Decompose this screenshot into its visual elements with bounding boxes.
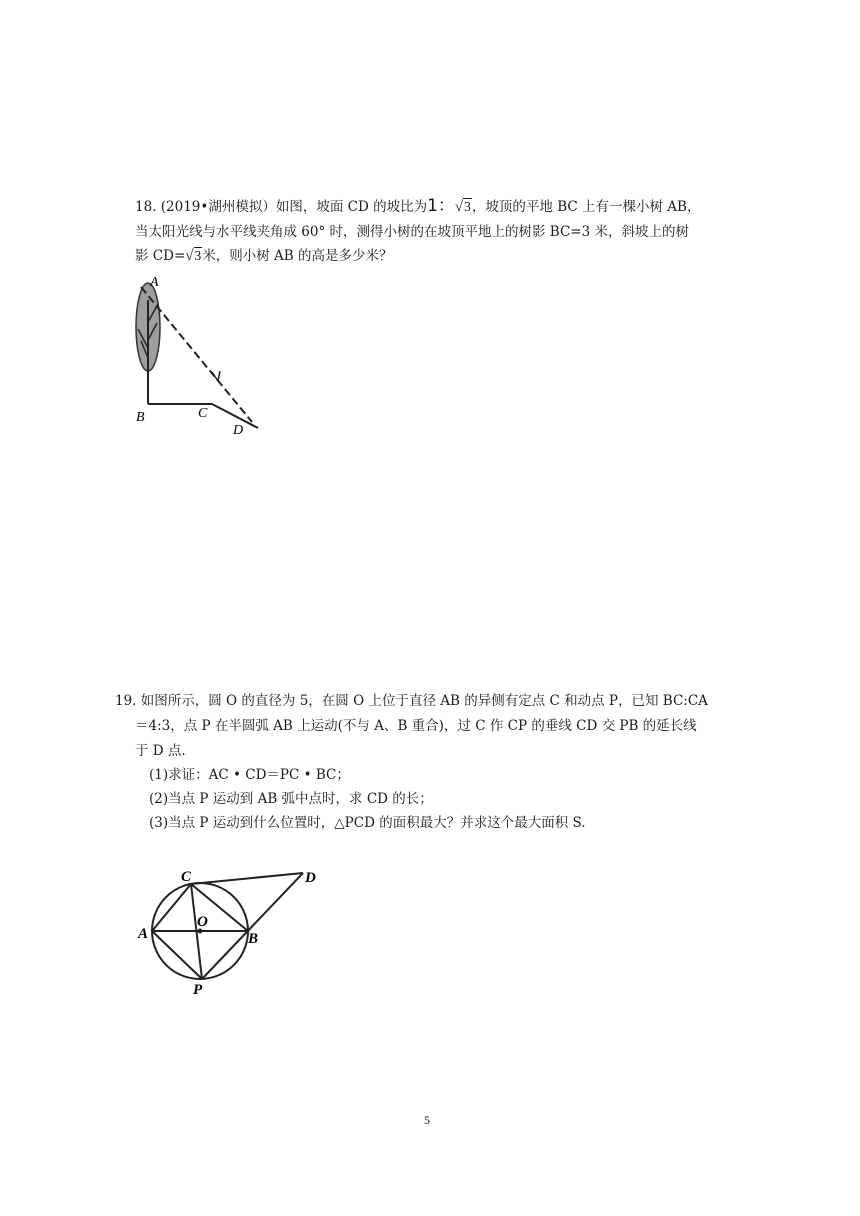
q19-part-2: (2)当点 P 运动到 AB 弧中点时，求 CD 的长； bbox=[149, 791, 433, 807]
q19-label-a: A bbox=[138, 926, 149, 942]
q19-label-d: D bbox=[305, 870, 316, 886]
q18-sqrt-arg-2: 3 bbox=[194, 248, 202, 263]
q18-ratio-one: 1： bbox=[427, 196, 455, 216]
q18-label-a: A bbox=[150, 275, 159, 290]
q19-part-1: (1)求证：AC • CD＝PC • BC； bbox=[149, 767, 350, 783]
q18-label-b: B bbox=[136, 410, 145, 425]
q18-sqrt-2: √3 bbox=[185, 248, 202, 264]
q19-label-c: C bbox=[181, 869, 192, 885]
q18-sqrt: √3 bbox=[454, 199, 471, 215]
q18-line-2: 当太阳光线与水平线夹角成 60° 时，测得小树的在坡顶平地上的树影 BC=3 米，斜坡上的树 bbox=[135, 224, 689, 240]
q18-text-c: 影 CD= bbox=[135, 248, 186, 264]
q18-text-d: 米，则小树 AB 的高是多少米？ bbox=[202, 248, 393, 264]
q19-label-o: O bbox=[197, 914, 208, 930]
q18-text-a: 18. (2019•湖州模拟）如图，坡面 CD 的坡比为 bbox=[135, 199, 428, 215]
q18-label-c: C bbox=[198, 406, 208, 421]
q18-label-d: D bbox=[233, 423, 244, 438]
q19-line-3: 于 D 点. bbox=[135, 743, 186, 759]
q19-label-p: P bbox=[193, 982, 203, 998]
q19-label-b: B bbox=[248, 931, 259, 947]
segment-pd bbox=[202, 873, 303, 979]
q18-text-b: ，坡顶的平地 BC 上有一棵小树 AB， bbox=[471, 199, 701, 215]
q19-line-1: 19. 如图所示，圆 O 的直径为 5，在圆 O 上位于直径 AB 的异侧有定点 C 和动点 P，已知 BC:CA bbox=[115, 693, 708, 709]
q19-line-2: ＝4:3，点 P 在半圆弧 AB 上运动(不与 A、B 重合)，过 C 作 CP 的垂线 CD 交 PB 的延长线 bbox=[135, 718, 697, 734]
segment-cd bbox=[191, 873, 303, 884]
page-number: 5 bbox=[424, 1113, 430, 1127]
q19-part-3: (3)当点 P 运动到什么位置时，△PCD 的面积最大？并求这个最大面积 S. bbox=[149, 815, 586, 831]
q18-sqrt-arg: 3 bbox=[464, 199, 471, 214]
